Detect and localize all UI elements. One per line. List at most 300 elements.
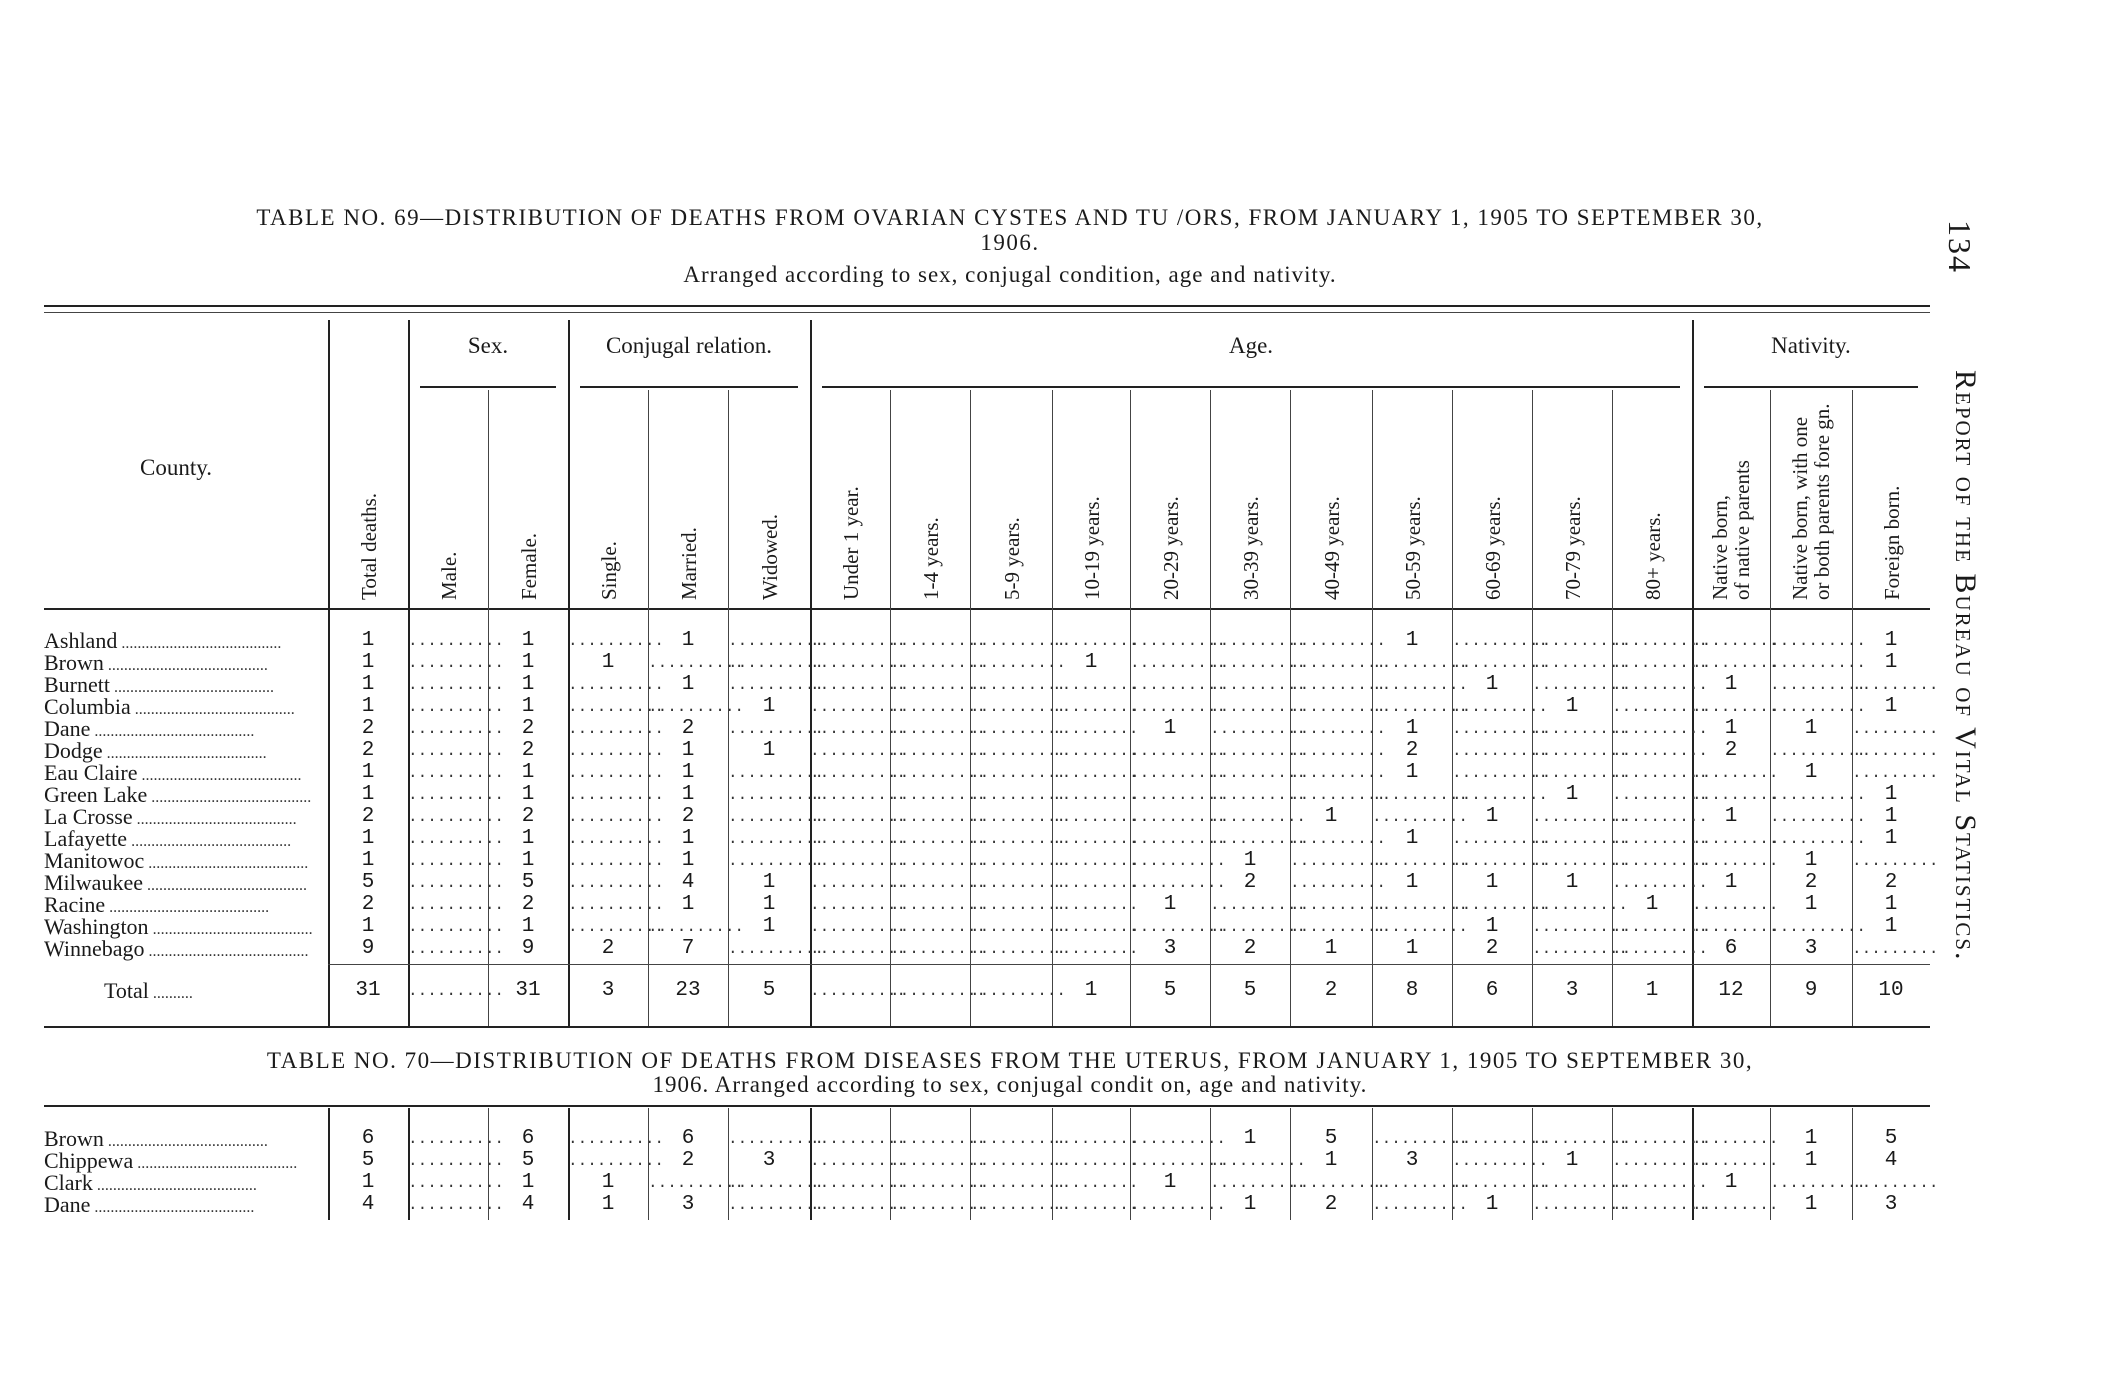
cell-value: 4 [521,1193,535,1216]
empty-cell-dots: ......... [1052,852,1139,870]
leader-dots: ........................................ [127,833,292,850]
cell-value: 2 [1804,871,1818,894]
empty-cell-dots: .......... [1130,676,1227,694]
empty-cell-dots: ......... [1692,698,1779,716]
cell-value: 1 [681,849,695,872]
empty-cell-dots: .......... [1210,720,1307,738]
empty-cell-dots: .......... [408,1196,505,1214]
cell-value: 1 [681,739,695,762]
cell-value: 1 [1163,717,1177,740]
empty-cell-dots: .......... [810,764,907,782]
cell-value: 1 [1884,915,1898,938]
empty-cell-dots: .......... [970,654,1067,672]
cell-value: 1 [1243,1127,1257,1150]
empty-cell-dots: .......... [408,830,505,848]
cell-value: 1 [1884,695,1898,718]
empty-cell-dots: .......... [408,1152,505,1170]
county-header: County. [140,455,212,480]
empty-cell-dots: .......... [1612,1130,1709,1148]
empty-cell-dots: .......... [728,676,825,694]
empty-cell-dots: .......... [810,940,907,958]
table-row [44,1171,1939,1195]
column-header-foreign-born: Foreign born. [1880,485,1904,600]
table-row [44,1150,1930,1172]
empty-cell-dots: .......... [1770,676,1867,694]
column-header-single: Single. [597,541,621,600]
empty-cell-dots: .......... [810,808,907,826]
county-label: Chippewa [44,1150,134,1173]
table69-subtitle: Arranged according to sex, conjugal condition, age and nativity. [683,262,1337,287]
empty-cell-dots: .......... [1452,1152,1549,1170]
table-row [44,630,1930,652]
leader-dots: ........................................ [105,899,270,916]
leader-dots: ........................................ [117,635,282,652]
cell-value: 2 [681,805,695,828]
cell-value: 1 [1724,871,1738,894]
empty-cell-dots: .......... [1452,830,1549,848]
table-row [44,806,1930,828]
leader-dots: ........................................ [142,877,307,894]
column-header-native-born-of-native-parents: Native born, of native parents [1708,460,1754,600]
empty-cell-dots: .......... [648,698,745,716]
cell-value: 1 [521,827,535,850]
empty-cell-dots: .......... [568,830,665,848]
cell-value: 1 [1324,805,1338,828]
cell-value: 1 [1485,871,1499,894]
empty-cell-dots: .......... [728,940,825,958]
cell-value: 2 [1324,1193,1338,1216]
empty-cell-dots: .......... [1290,874,1387,892]
group-sex-underline [420,386,556,388]
cell-value: 7 [681,937,695,960]
empty-cell-dots: .......... [1770,1174,1867,1192]
cell-value: 2 [361,717,375,740]
empty-cell-dots: ......... [1692,632,1779,650]
empty-cell-dots: ......... [1692,852,1779,870]
empty-cell-dots: ......... [1052,676,1139,694]
empty-cell-dots: .......... [1290,720,1387,738]
empty-cell-dots: .......... [810,982,907,1000]
empty-cell-dots: .......... [1452,786,1549,804]
county-label: Milwaukee [44,872,143,895]
cell-value: 1 [521,673,535,696]
cell-value: 1 [361,629,375,652]
cell-value: 1 [1804,1127,1818,1150]
cell-value: 3 [1163,937,1177,960]
leader-dots: ........................................ [90,1199,255,1216]
empty-cell-dots: .......... [1210,654,1307,672]
group-age-label: Age. [1228,333,1274,358]
empty-cell-dots: .......... [1210,1174,1307,1192]
empty-cell-dots: .......... [568,632,665,650]
column-header-20-29-years: 20-29 years. [1159,496,1183,600]
leader-dots: ........................................ [103,1133,268,1150]
empty-cell-dots: ......... [1852,764,1939,782]
group-conjugal-label: Conjugal relation. [605,333,773,358]
cell-value: 1 [521,695,535,718]
running-header: Report of the Bureau of Vital Statistics. [1949,370,1982,962]
empty-cell-dots: .......... [810,1174,907,1192]
empty-cell-dots: .......... [1612,1196,1709,1214]
cell-value: 1 [361,651,375,674]
empty-cell-dots: .......... [1532,632,1629,650]
empty-cell-dots: .......... [890,654,987,672]
empty-cell-dots: .......... [970,720,1067,738]
column-header-total-deaths: Total deaths. [357,493,381,600]
cell-value: 1 [1804,761,1818,784]
cell-value: 1 [1405,717,1419,740]
cell-value: 2 [1243,937,1257,960]
county-label: Burnett [44,674,110,697]
cell-value: 5 [1324,1127,1338,1150]
empty-cell-dots: .......... [1130,632,1227,650]
cell-value: 1 [1565,695,1579,718]
empty-cell-dots: ......... [1852,676,1939,694]
empty-cell-dots: .......... [1130,1152,1227,1170]
empty-cell-dots: .......... [970,1196,1067,1214]
group-conjugal-underline [580,386,798,388]
cell-value: 1 [681,673,695,696]
empty-cell-dots: .......... [728,1174,825,1192]
table-row [44,937,1939,961]
leader-dots: ........................................ [102,745,267,762]
empty-cell-dots: .......... [1452,896,1549,914]
empty-cell-dots: .......... [1770,808,1867,826]
table69-header-rule [44,608,1930,610]
group-sex-label: Sex. [467,333,509,358]
empty-cell-dots: .......... [728,632,825,650]
cell-value: 1 [361,761,375,784]
leader-dots: ........................................ [103,657,268,674]
cell-value: 1 [1724,673,1738,696]
empty-cell-dots: .......... [1452,654,1549,672]
empty-cell-dots: .......... [728,830,825,848]
table-row [44,761,1939,785]
empty-cell-dots: ......... [1052,1174,1139,1192]
cell-value: 1 [681,893,695,916]
empty-cell-dots: ......... [1692,654,1779,672]
cell-value: 1 [521,849,535,872]
leader-dots: ........................................ [137,767,302,784]
empty-cell-dots: .......... [810,698,907,716]
cell-value: 3 [601,979,615,1002]
cell-value: 1 [762,893,776,916]
empty-cell-dots: .......... [1532,654,1629,672]
county-name [44,938,324,963]
cell-value: 2 [521,739,535,762]
cell-value: 3 [1884,1193,1898,1216]
empty-cell-dots: .......... [890,1152,987,1170]
cell-value: 1 [1405,761,1419,784]
empty-cell-dots: .......... [1612,1152,1709,1170]
empty-cell-dots: .......... [1372,1130,1469,1148]
county-label: Dane [44,718,91,741]
leader-dots: ........................................ [110,679,274,696]
empty-cell-dots: .......... [1210,830,1307,848]
cell-value: 8 [1405,979,1419,1002]
cell-value: 1 [601,651,615,674]
empty-cell-dots: .......... [408,982,505,1000]
column-header-40-49-years: 40-49 years. [1320,496,1344,600]
empty-cell-dots: .......... [810,742,907,760]
empty-cell-dots: .......... [1290,830,1387,848]
cell-value: 5 [1884,1127,1898,1150]
county-label: Green Lake [44,784,148,807]
empty-cell-dots: ......... [1852,720,1939,738]
empty-cell-dots: .......... [1130,764,1227,782]
empty-cell-dots: .......... [1130,698,1227,716]
cell-value: 5 [1243,979,1257,1002]
county-label: Dodge [44,740,103,763]
county-label: Clark [44,1172,93,1195]
empty-cell-dots: .......... [1452,1174,1549,1192]
empty-cell-dots: .......... [568,1152,665,1170]
table-row [44,717,1939,741]
county-label: Total [104,980,149,1003]
cell-value: 1 [1485,673,1499,696]
cell-value: 3 [1804,937,1818,960]
cell-value: 2 [521,717,535,740]
empty-cell-dots: .......... [648,654,745,672]
cell-value: 1 [1163,893,1177,916]
empty-cell-dots: .......... [1770,632,1867,650]
empty-cell-dots: .......... [1290,1174,1387,1192]
cell-value: 2 [1724,739,1738,762]
cell-value: 1 [1645,979,1659,1002]
empty-cell-dots: ......... [1052,698,1139,716]
page-number: 134 [1942,220,1978,274]
cell-value: 4 [681,871,695,894]
cell-value: 6 [681,1127,695,1150]
cell-value: 2 [361,739,375,762]
empty-cell-dots: .......... [1612,654,1709,672]
empty-cell-dots: .......... [1612,830,1709,848]
cell-value: 1 [1324,937,1338,960]
county-label: Washington [44,916,149,939]
empty-cell-dots: .......... [970,676,1067,694]
cell-value: 1 [681,783,695,806]
empty-cell-dots: .......... [810,720,907,738]
empty-cell-dots: .......... [810,918,907,936]
empty-cell-dots: .......... [1532,1196,1629,1214]
empty-cell-dots: .......... [1290,742,1387,760]
empty-cell-dots: .......... [970,764,1067,782]
empty-cell-dots: .......... [408,808,505,826]
county-label: Racine [44,894,106,917]
cell-value: 9 [361,937,375,960]
cell-value: 5 [1163,979,1177,1002]
cell-value: 1 [1804,849,1818,872]
cell-value: 5 [521,1149,535,1172]
empty-cell-dots: .......... [890,1196,987,1214]
cell-value: 5 [361,1149,375,1172]
empty-cell-dots: .......... [408,742,505,760]
cell-value: 1 [1565,871,1579,894]
empty-cell-dots: .......... [1532,830,1629,848]
empty-cell-dots: .......... [1612,676,1709,694]
empty-cell-dots: .......... [970,874,1067,892]
cell-value: 1 [1405,937,1419,960]
table-row [44,872,1930,894]
empty-cell-dots: .......... [408,918,505,936]
empty-cell-dots: .......... [1532,764,1629,782]
empty-cell-dots: .......... [890,632,987,650]
cell-value: 2 [681,717,695,740]
empty-cell-dots: .......... [1452,698,1549,716]
cell-value: 3 [762,1149,776,1172]
empty-cell-dots: ......... [1052,874,1139,892]
table69-top-rule [44,305,1930,307]
empty-cell-dots: .......... [1532,940,1629,958]
table-row [44,696,1930,718]
cell-value: 2 [1405,739,1419,762]
empty-cell-dots: .......... [970,1130,1067,1148]
table-row [44,828,1930,850]
cell-value: 2 [1324,979,1338,1002]
empty-cell-dots: .......... [1612,940,1709,958]
empty-cell-dots: .......... [970,940,1067,958]
empty-cell-dots: .......... [1130,874,1227,892]
empty-cell-dots: .......... [1770,830,1867,848]
cell-value: 1 [681,827,695,850]
empty-cell-dots: .......... [1612,852,1709,870]
empty-cell-dots: .......... [728,786,825,804]
cell-value: 6 [361,1127,375,1150]
empty-cell-dots: .......... [1770,742,1867,760]
empty-cell-dots: .......... [1532,896,1629,914]
empty-cell-dots: .......... [1130,654,1227,672]
empty-cell-dots: ......... [1052,786,1139,804]
empty-cell-dots: .......... [1612,918,1709,936]
empty-cell-dots: .......... [1372,1174,1469,1192]
table-row [44,849,1939,873]
cell-value: 1 [1243,1193,1257,1216]
empty-cell-dots: .......... [408,720,505,738]
cell-value: 5 [762,979,776,1002]
column-header-1-4-years: 1-4 years. [919,517,943,600]
empty-cell-dots: .......... [1210,1152,1307,1170]
empty-cell-dots: .......... [890,896,987,914]
cell-value: 1 [681,629,695,652]
empty-cell-dots: .......... [810,1130,907,1148]
empty-cell-dots: .......... [890,764,987,782]
cell-value: 1 [1405,827,1419,850]
empty-cell-dots: .......... [1210,632,1307,650]
cell-value: 1 [1485,805,1499,828]
empty-cell-dots: .......... [1612,698,1709,716]
table-row [44,1128,1930,1150]
empty-cell-dots: .......... [810,874,907,892]
table-row [44,1194,1930,1216]
empty-cell-dots: .......... [1210,764,1307,782]
empty-cell-dots: .......... [970,786,1067,804]
empty-cell-dots: .......... [810,676,907,694]
cell-value: 1 [1565,783,1579,806]
cell-value: 1 [1243,849,1257,872]
empty-cell-dots: .......... [568,874,665,892]
county-label: Manitowoc [44,850,145,873]
empty-cell-dots: .......... [568,698,665,716]
leader-dots: .......... [148,985,193,1002]
empty-cell-dots: .......... [1532,1174,1629,1192]
empty-cell-dots: .......... [1612,1174,1709,1192]
empty-cell-dots: .......... [728,654,825,672]
empty-cell-dots: .......... [1532,742,1629,760]
empty-cell-dots: .......... [728,1130,825,1148]
empty-cell-dots: .......... [890,874,987,892]
cell-value: 10 [1878,979,1904,1002]
empty-cell-dots: .......... [1290,896,1387,914]
column-header-80-years: 80+ years. [1641,512,1665,600]
empty-cell-dots: .......... [1532,720,1629,738]
empty-cell-dots: .......... [1452,720,1549,738]
total-row [44,980,1930,1002]
empty-cell-dots: .......... [1290,676,1387,694]
empty-cell-dots: ......... [1052,632,1139,650]
county-label: Brown [44,1128,104,1151]
empty-cell-dots: .......... [408,764,505,782]
empty-cell-dots: .......... [1210,698,1307,716]
empty-cell-dots: .......... [1290,786,1387,804]
empty-cell-dots: .......... [1452,742,1549,760]
county-label: Columbia [44,696,131,719]
county-name [44,1194,324,1219]
table70-subtitle: 1906. Arranged according to sex, conjugal condit on, age and nativity. [652,1072,1368,1097]
cell-value: 1 [361,849,375,872]
empty-cell-dots: .......... [970,808,1067,826]
county-label: Lafayette [44,828,128,851]
county-label: Ashland [44,630,118,653]
empty-cell-dots: .......... [568,852,665,870]
empty-cell-dots: .......... [970,852,1067,870]
empty-cell-dots: .......... [408,1174,505,1192]
cell-value: 1 [1163,1171,1177,1194]
empty-cell-dots: ......... [1052,1196,1139,1214]
cell-value: 1 [521,1171,535,1194]
empty-cell-dots: ......... [1692,830,1779,848]
column-header-married: Married. [677,527,701,600]
cell-value: 1 [521,629,535,652]
empty-cell-dots: ......... [1052,896,1139,914]
column-header-female: Female. [517,532,541,600]
cell-value: 23 [675,979,701,1002]
cell-value: 3 [1405,1149,1419,1172]
cell-value: 1 [1405,629,1419,652]
empty-cell-dots: .......... [1452,852,1549,870]
table69-title-year: 1906. [980,230,1040,255]
cell-value: 1 [361,827,375,850]
table-row [44,916,1930,938]
cell-value: 4 [361,1193,375,1216]
empty-cell-dots: .......... [1290,654,1387,672]
empty-cell-dots: .......... [568,676,665,694]
empty-cell-dots: .......... [1130,808,1227,826]
empty-cell-dots: .......... [1372,852,1469,870]
cell-value: 1 [1485,1193,1499,1216]
empty-cell-dots: .......... [970,1152,1067,1170]
column-header-under-1-year: Under 1 year. [839,486,863,600]
cell-value: 5 [361,871,375,894]
cell-value: 1 [1084,979,1098,1002]
group-nativity-label: Nativity. [1771,333,1851,358]
empty-cell-dots: .......... [1532,918,1629,936]
empty-cell-dots: .......... [728,720,825,738]
cell-value: 1 [1724,717,1738,740]
empty-cell-dots: .......... [890,852,987,870]
empty-cell-dots: .......... [810,654,907,672]
table69-bottom-rule [44,1026,1930,1028]
empty-cell-dots: .......... [568,764,665,782]
